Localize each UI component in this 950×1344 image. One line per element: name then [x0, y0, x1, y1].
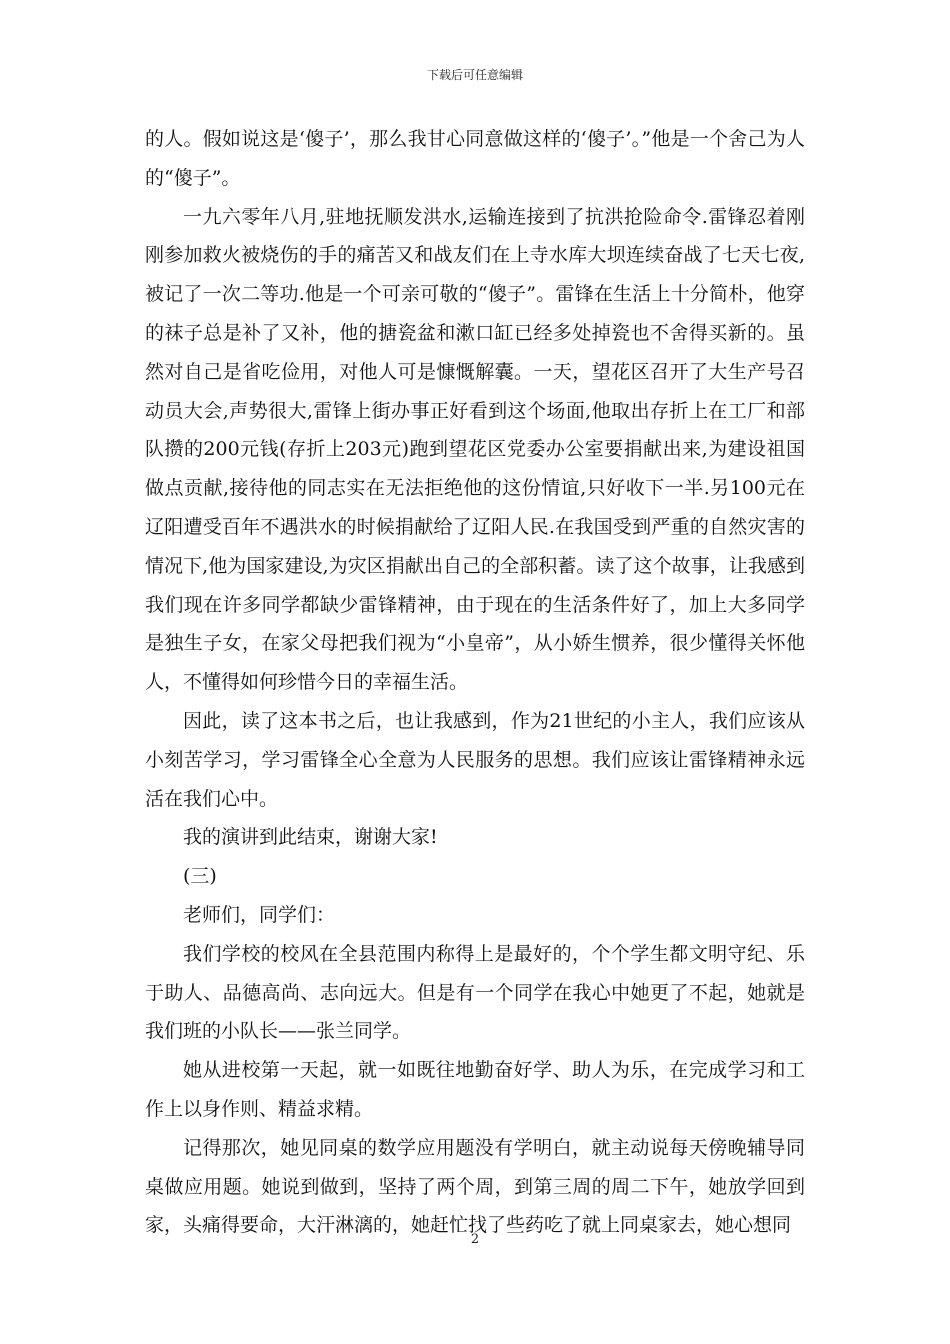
paragraph-7: 记得那次，她见同桌的数学应用题没有学明白，就主动说每天傍晚辅导同桌做应用题。她说到做到，坚持了两个周，到第三周的周二下午，她放学回到家，头痛得要命，大汗淋漓的，她赶忙找了些药吃了就上同桌家去，她心想同: [145, 1136, 805, 1237]
page-number: 2: [470, 1232, 480, 1247]
page-header: 下载后可任意编辑: [426, 68, 523, 82]
paragraph-2: 一九六零年八月,驻地抚顺发洪水,运输连接到了抗洪抢险命令.雷锋忍着刚刚参加救火被烧伤的手的痛苦又和战友们在上寺水库大坝连续奋战了七天七夜,被记了一次二等功.他是一个可亲可敬的“傻子”。雷锋在生活上十分简朴，他穿的袜子总是补了又补，他的搪瓷盆和漱口缸已经多处掉瓷也不舍得买新的。虽然对自己是省吃俭用，对他人可是慷慨解囊。一天，望花区召开了大生产号召动员大会,声势很大,雷锋上街办事正好看到这个场面,他取出存折上在工厂和部队攒的200元钱(存折上203元)跑到望花区党委办公室要捐献出来,为建设祖国做点贡献,接待他的同志实在无法拒绝他的这份情谊,只好收下一半.另100元在辽阳遭受百年不遇洪水的时候捐献给了辽阳人民.在我国受到严重的自然灾害的情况下,他为国家建设,为灾区捐献出自己的全部积蓄。读了这个故事，让我感到我们现在许多同学都缺少雷锋精神，由于现在的生活条件好了，加上大多同学是独生子女，在家父母把我们视为“小皇帝”，从小娇生惯养，很少懂得关怀他人，不懂得如何珍惜今日的幸福生活。: [145, 205, 805, 694]
salutation: 老师们，同学们：: [183, 903, 336, 926]
paragraph-5: 我们学校的校风在全县范围内称得上是最好的，个个学生都文明守纪、乐于助人、品德高尚、志向远大。但是有一个同学在我心中她更了不起，她就是我们班的小队长——张兰同学。: [145, 942, 805, 1043]
paragraph-6: 她从进校第一天起，就一如既往地勤奋好学、助人为乐，在完成学习和工作上以身作则、精益求精。: [145, 1059, 805, 1120]
section-heading: (三): [183, 865, 217, 888]
paragraph-1: 的人。假如说这是‘傻子’，那么我甘心同意做这样的‘傻子’。”他是一个舍己为人的“傻子”。: [145, 128, 805, 189]
document-body: [145, 120, 805, 1245]
paragraph-4: 我的演讲到此结束，谢谢大家!: [183, 826, 438, 849]
paragraph-3: 因此，读了这本书之后，也让我感到，作为21世纪的小主人，我们应该从小刻苦学习，学习雷锋全心全意为人民服务的思想。我们应该让雷锋精神永远活在我们心中。: [145, 709, 805, 810]
